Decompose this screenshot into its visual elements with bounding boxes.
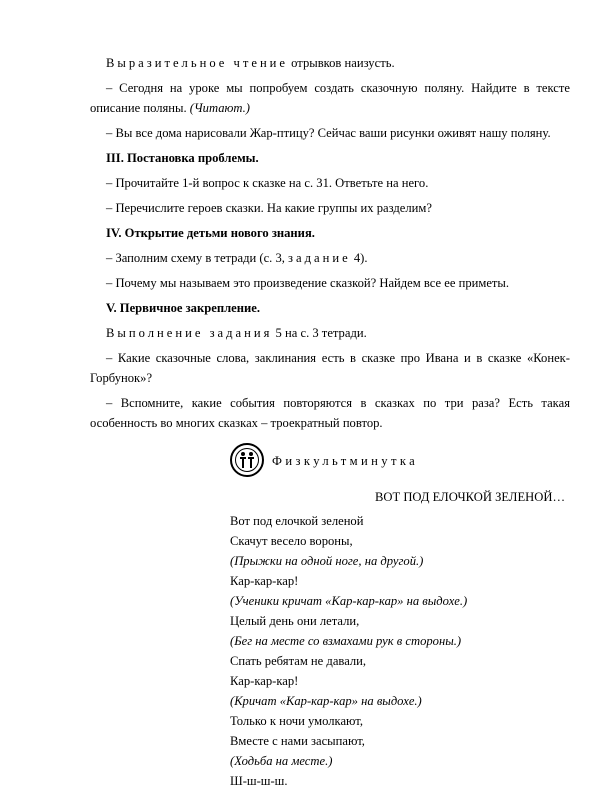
poem-line	[230, 671, 570, 691]
poem-line	[230, 711, 570, 731]
poem-line	[230, 571, 570, 591]
poem-line-text: (Ходьба на месте.)	[230, 754, 333, 768]
poem-line-text: (Ученики кричат «Кар-кар-кар» на выдохе.)	[230, 594, 468, 608]
poem-stage-direction	[230, 591, 570, 611]
poem-stage-direction	[230, 751, 570, 771]
poem-title: ВОТ ПОД ЕЛОЧКОЙ ЗЕЛЕНОЙ…	[375, 490, 566, 504]
poem-line-text: Целый день они летали,	[230, 614, 360, 628]
poem-lines	[230, 511, 570, 791]
paragraph	[90, 78, 570, 118]
paragraph	[90, 198, 570, 218]
paragraph	[90, 393, 570, 433]
fizminutka-title: Физкультминутка	[272, 454, 419, 468]
paragraph-text: отрывков наизусть.	[288, 56, 395, 70]
poem-line	[230, 731, 570, 751]
paragraph	[90, 53, 570, 73]
poem-line	[230, 531, 570, 551]
poem-line	[230, 511, 570, 531]
poem-stage-direction	[230, 631, 570, 651]
poem-line-text: Скачут весело вороны,	[230, 534, 353, 548]
paragraph	[90, 273, 570, 293]
people-icon	[230, 443, 264, 477]
paragraph-text: – Перечислите героев сказки. На какие группы их разделим?	[106, 201, 432, 215]
paragraph-text: – Почему мы называем это произведение сказкой? Найдем все ее приметы.	[106, 276, 510, 290]
paragraph	[90, 298, 570, 318]
poem-line-text: Спать ребятам не давали,	[230, 654, 367, 668]
paragraph-text: – Вспомните, какие события повторяются в сказках по три раза? Есть такая особенность во многих сказках – троекратный повтор.	[90, 396, 570, 430]
poem-line-text: Кар-кар-кар!	[230, 674, 299, 688]
poem	[230, 487, 570, 791]
paragraph	[90, 323, 570, 343]
poem-line	[230, 771, 570, 791]
poem-line-text: (Кричат «Кар-кар-кар» на выдохе.)	[230, 694, 422, 708]
paragraph-text: Выполнение задания	[106, 326, 273, 340]
paragraph	[90, 148, 570, 168]
poem-line-text: Вот под елочкой зеленой	[230, 514, 364, 528]
paragraph-text: IV. Открытие детьми нового знания.	[106, 226, 315, 240]
poem-line-text: Только к ночи умолкают,	[230, 714, 364, 728]
paragraph-text: – Вы все дома нарисовали Жар-птицу? Сейчас ваши рисунки оживят нашу поляну.	[106, 126, 551, 140]
poem-stage-direction	[230, 551, 570, 571]
paragraph	[90, 173, 570, 193]
paragraph-text: 4).	[350, 251, 368, 265]
paragraph	[90, 223, 570, 243]
poem-line	[230, 651, 570, 671]
paragraph-text: III. Постановка проблемы.	[106, 151, 259, 165]
paragraph	[90, 248, 570, 268]
poem-line-text: Кар-кар-кар!	[230, 574, 299, 588]
paragraph-text: Выразительное чтение	[106, 56, 289, 70]
poem-line-text: Вместе с нами засыпают,	[230, 734, 365, 748]
paragraph	[90, 123, 570, 143]
poem-stage-direction	[230, 691, 570, 711]
poem-line-text: (Бег на месте со взмахами рук в стороны.)	[230, 634, 462, 648]
paragraph-text: – Какие сказочные слова, заклинания есть в сказке про Ивана и в сказке «Конек-Горбунок»?	[90, 351, 570, 385]
paragraph-text: V. Первичное закрепление.	[106, 301, 260, 315]
paragraph-text: – Прочитайте 1-й вопрос к сказке на с. 31. Ответьте на него.	[106, 176, 429, 190]
poem-line-text: (Прыжки на одной ноге, на другой.)	[230, 554, 424, 568]
paragraph-text: 5 на с. 3 тетради.	[272, 326, 367, 340]
paragraph-text: задание	[288, 251, 351, 265]
fizminutka-header	[90, 441, 570, 485]
paragraph-text: (Читают.)	[189, 101, 250, 115]
paragraph-text: – Заполним схему в тетради (с. 3,	[106, 251, 289, 265]
lesson-paragraphs	[90, 53, 570, 433]
paragraph-text: – Сегодня на уроке мы попробуем создать сказочную поляну. Найдите в тексте описание поляны.	[90, 81, 570, 115]
paragraph	[90, 348, 570, 388]
document-body	[90, 53, 570, 791]
poem-line-text: Ш-ш-ш-ш.	[230, 774, 288, 788]
poem-line	[230, 611, 570, 631]
